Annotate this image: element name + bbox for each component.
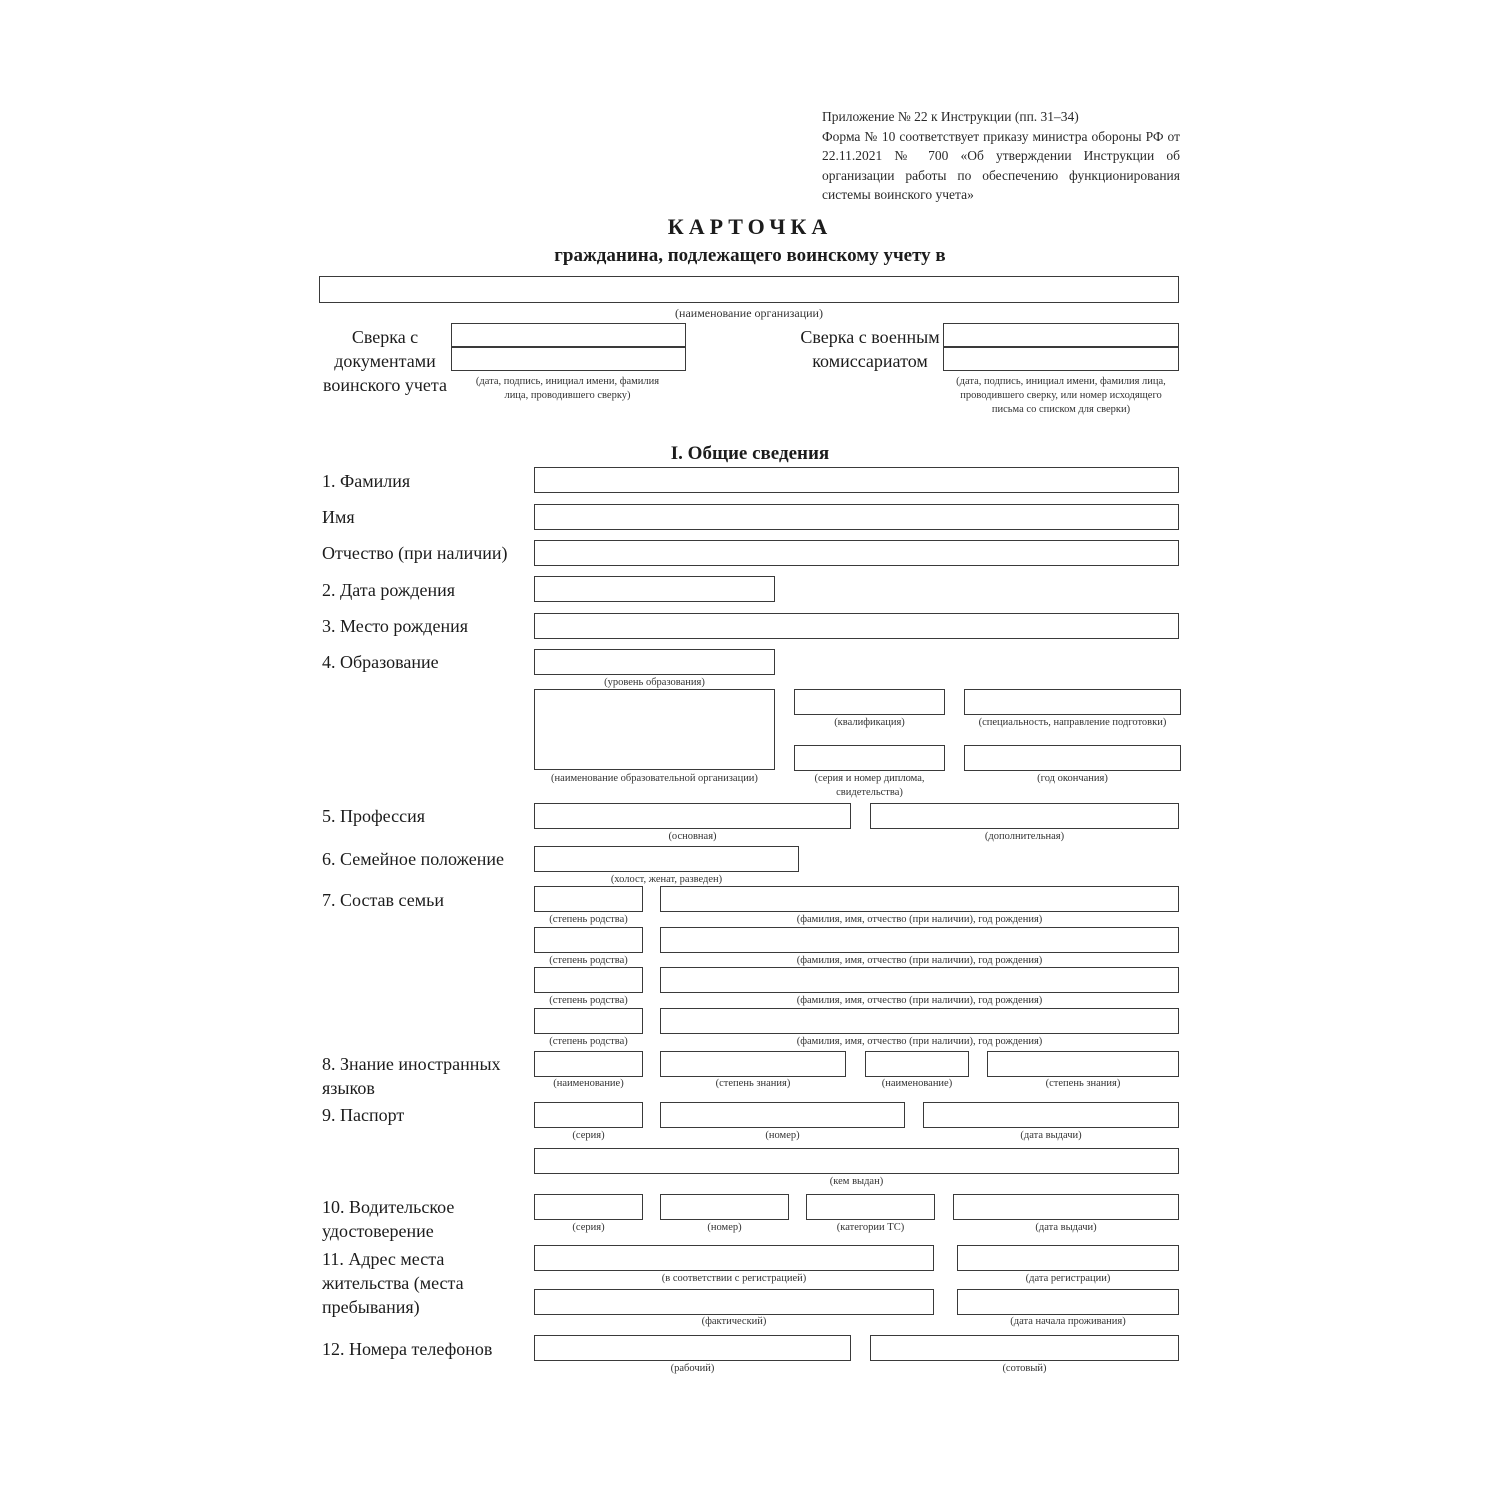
- organization-name-field[interactable]: [319, 276, 1179, 303]
- phones-label: 12. Номера телефонов: [322, 1339, 493, 1359]
- residence-start-date-caption: (дата начала проживания): [1010, 1316, 1126, 1327]
- vehicle-categories-caption: (категории ТС): [836, 1222, 905, 1233]
- language-name-field-2[interactable]: [865, 1051, 969, 1077]
- appendix-line: Приложение № 22 к Инструкции (пп. 31–34): [822, 109, 1079, 124]
- graduation-year-caption: (год окончания): [1037, 773, 1108, 784]
- work-phone-caption: (рабочий): [670, 1363, 715, 1374]
- relative-field-2[interactable]: [660, 927, 1179, 953]
- license-issue-date-field[interactable]: [953, 1194, 1179, 1220]
- kinship-field-2[interactable]: [534, 927, 643, 953]
- reconciliation-commissariat-caption: (дата, подпись, инициал имени, фамилия лица, проводившего сверку, или номер исходящего письма со списком для сверки): [956, 376, 1166, 415]
- education-level-caption: (уровень образования): [604, 677, 705, 688]
- address-label: 11. Адрес места жительства (места пребывания): [322, 1249, 464, 1317]
- relative-field-1[interactable]: [660, 886, 1179, 912]
- organization-caption: (наименование организации): [675, 306, 823, 320]
- license-series-caption: (серия): [572, 1222, 605, 1233]
- relative-field-3[interactable]: [660, 967, 1179, 993]
- birth-place-field[interactable]: [534, 613, 1179, 639]
- relative-caption-4: (фамилия, имя, отчество (при наличии), год рождения): [796, 1036, 1043, 1047]
- drivers-license-label: 10. Водительское удостоверение: [322, 1197, 455, 1241]
- card-subtitle: гражданина, подлежащего воинскому учету в: [554, 245, 946, 266]
- residence-start-date-field[interactable]: [957, 1289, 1179, 1315]
- qualification-caption: (квалификация): [834, 717, 905, 728]
- kinship-field-4[interactable]: [534, 1008, 643, 1034]
- reconciliation-commissariat-label: Сверка с военным комиссариатом: [800, 327, 940, 371]
- qualification-field[interactable]: [794, 689, 945, 715]
- card-title: КАРТОЧКА: [667, 214, 833, 239]
- license-number-field[interactable]: [660, 1194, 789, 1220]
- education-label: 4. Образование: [322, 652, 439, 672]
- languages-label: 8. Знание иностранных языков: [322, 1054, 501, 1098]
- passport-series-field[interactable]: [534, 1102, 643, 1128]
- actual-address-field[interactable]: [534, 1289, 934, 1315]
- registration-date-caption: (дата регистрации): [1025, 1273, 1111, 1284]
- reconciliation-docs-label: Сверка с документами воинского учета: [322, 327, 447, 395]
- education-organization-field[interactable]: [534, 689, 775, 770]
- form-reference-note: [822, 107, 1180, 205]
- kinship-field-3[interactable]: [534, 967, 643, 993]
- relative-caption-1: (фамилия, имя, отчество (при наличии), год рождения): [796, 914, 1043, 925]
- passport-series-caption: (серия): [572, 1130, 605, 1141]
- graduation-year-field[interactable]: [964, 745, 1181, 771]
- form-note: Форма № 10 соответствует приказу министра обороны РФ от 22.11.2021 № 700 «Об утверждении Инструкции об организации работы по обеспечению функционирования системы воинского учета»: [822, 128, 1180, 202]
- license-number-caption: (номер): [707, 1222, 742, 1233]
- name-field[interactable]: [534, 504, 1179, 530]
- mobile-phone-caption: (сотовый): [1002, 1363, 1047, 1374]
- actual-address-caption: (фактический): [701, 1316, 767, 1327]
- language-name-caption-2: (наименование): [881, 1078, 953, 1089]
- passport-issue-date-field[interactable]: [923, 1102, 1179, 1128]
- reconciliation-commissariat-field-2[interactable]: [943, 347, 1179, 371]
- registration-address-caption: (в соответствии с регистрацией): [661, 1273, 807, 1284]
- profession-extra-field[interactable]: [870, 803, 1179, 829]
- relative-caption-3: (фамилия, имя, отчество (при наличии), год рождения): [796, 995, 1043, 1006]
- relative-field-4[interactable]: [660, 1008, 1179, 1034]
- license-series-field[interactable]: [534, 1194, 643, 1220]
- patronymic-field[interactable]: [534, 540, 1179, 566]
- passport-issued-by-caption: (кем выдан): [829, 1176, 884, 1187]
- marital-status-field[interactable]: [534, 846, 799, 872]
- profession-main-field[interactable]: [534, 803, 851, 829]
- section-general-title: I. Общие сведения: [670, 443, 830, 464]
- passport-number-field[interactable]: [660, 1102, 905, 1128]
- education-level-field[interactable]: [534, 649, 775, 675]
- specialty-field[interactable]: [964, 689, 1181, 715]
- birth-date-label: 2. Дата рождения: [322, 580, 456, 600]
- marital-status-label: 6. Семейное положение: [322, 849, 504, 869]
- work-phone-field[interactable]: [534, 1335, 851, 1361]
- kinship-caption-4: (степень родства): [549, 1036, 628, 1047]
- surname-label: 1. Фамилия: [322, 471, 411, 491]
- kinship-field-1[interactable]: [534, 886, 643, 912]
- patronymic-label: Отчество (при наличии): [322, 543, 508, 563]
- passport-number-caption: (номер): [765, 1130, 800, 1141]
- education-organization-caption: (наименование образовательной организации): [551, 773, 758, 784]
- language-level-field-2[interactable]: [987, 1051, 1179, 1077]
- language-level-caption-2: (степень знания): [1045, 1078, 1121, 1089]
- reconciliation-docs-field-2[interactable]: [451, 347, 686, 371]
- registration-address-field[interactable]: [534, 1245, 934, 1271]
- birth-date-field[interactable]: [534, 576, 775, 602]
- diploma-caption: (серия и номер диплома, свидетельства): [814, 773, 925, 798]
- marital-status-caption: (холост, женат, разведен): [610, 874, 723, 885]
- kinship-caption-3: (степень родства): [549, 995, 628, 1006]
- reconciliation-docs-field-1[interactable]: [451, 323, 686, 347]
- kinship-caption-2: (степень родства): [549, 955, 628, 966]
- profession-extra-caption: (дополнительная): [984, 831, 1065, 842]
- profession-main-caption: (основная): [668, 831, 717, 842]
- family-label: 7. Состав семьи: [322, 890, 444, 910]
- kinship-caption-1: (степень родства): [549, 914, 628, 925]
- surname-field[interactable]: [534, 467, 1179, 493]
- birth-place-label: 3. Место рождения: [322, 616, 469, 636]
- specialty-caption: (специальность, направление подготовки): [978, 717, 1167, 728]
- passport-issued-by-field[interactable]: [534, 1148, 1179, 1174]
- reconciliation-docs-caption: (дата, подпись, инициал имени, фамилия лица, проводившего сверку): [475, 376, 660, 401]
- registration-date-field[interactable]: [957, 1245, 1179, 1271]
- diploma-field[interactable]: [794, 745, 945, 771]
- passport-issue-date-caption: (дата выдачи): [1020, 1130, 1082, 1141]
- mobile-phone-field[interactable]: [870, 1335, 1179, 1361]
- vehicle-categories-field[interactable]: [806, 1194, 935, 1220]
- name-label: Имя: [322, 507, 355, 527]
- language-name-field-1[interactable]: [534, 1051, 643, 1077]
- license-issue-date-caption: (дата выдачи): [1035, 1222, 1097, 1233]
- language-name-caption-1: (наименование): [553, 1078, 624, 1089]
- reconciliation-commissariat-field-1[interactable]: [943, 323, 1179, 347]
- relative-caption-2: (фамилия, имя, отчество (при наличии), год рождения): [796, 955, 1043, 966]
- language-level-caption-1: (степень знания): [715, 1078, 791, 1089]
- passport-label: 9. Паспорт: [322, 1105, 405, 1125]
- profession-label: 5. Профессия: [322, 806, 425, 826]
- language-level-field-1[interactable]: [660, 1051, 846, 1077]
